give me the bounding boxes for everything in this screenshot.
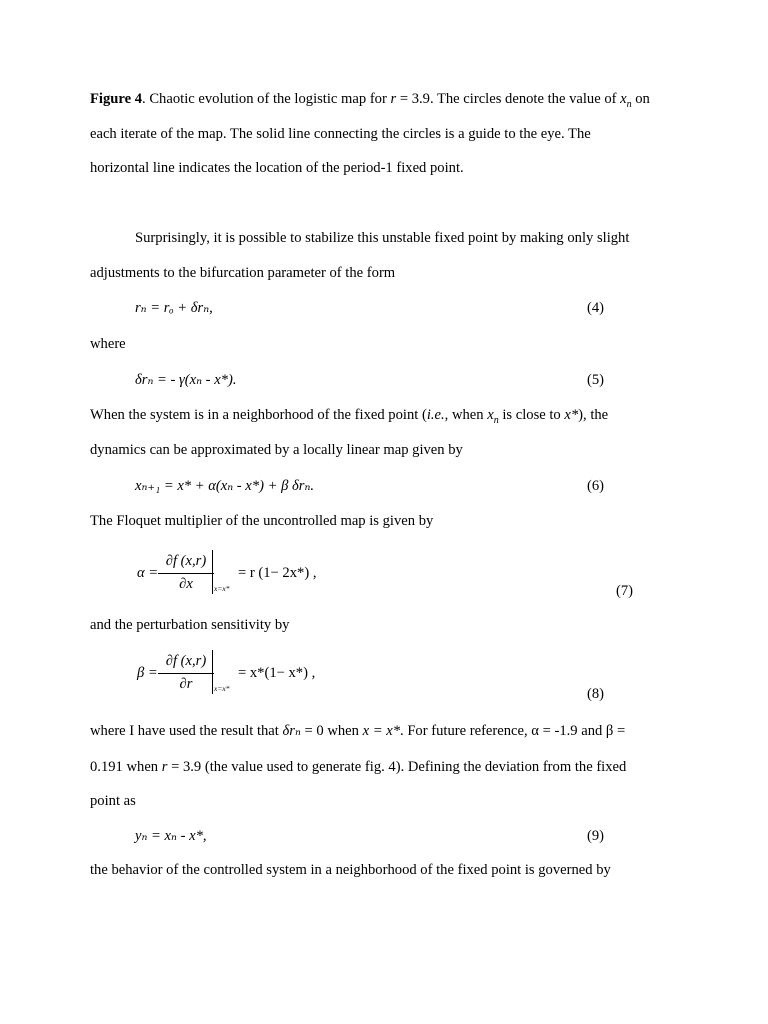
caption-text: on <box>631 91 650 107</box>
paragraph-1-line-1: Surprisingly, it is possible to stabilize this unstable fixed point by making only slight <box>135 230 630 246</box>
equation-8-numerator: ∂f (x,r) <box>165 653 207 669</box>
caption-x: x <box>620 91 627 107</box>
fraction-bar <box>158 673 214 674</box>
equation-7-numerator: ∂f (x,r) <box>165 553 207 569</box>
equation-7-number: (7) <box>616 583 634 599</box>
equation-8-rhs: = x*(1− x*) , <box>238 665 316 681</box>
equation-5-number: (5) <box>587 372 605 388</box>
paragraph-3-line-2 <box>90 758 626 776</box>
where-text: where <box>90 336 126 352</box>
caption-r: r <box>390 91 397 107</box>
caption-subscript: n <box>626 98 632 110</box>
paragraph-3-line-3: point as <box>90 793 136 809</box>
paragraph-text: , when <box>444 407 488 423</box>
paragraph-3-line-1 <box>90 722 625 740</box>
equation-9-number: (9) <box>587 828 605 844</box>
equation-8-number: (8) <box>587 686 605 702</box>
variable-x-star: x* <box>564 407 579 423</box>
caption-text: . Chaotic evolution of the logistic map for <box>142 91 391 107</box>
fraction-bar <box>158 573 214 574</box>
paragraph-4-line-1: the behavior of the controlled system in a neighborhood of the fixed point is governed by <box>90 862 611 878</box>
evaluation-bar <box>212 650 213 694</box>
paragraph-text: = 3.9 (the value used to generate fig. 4). Defining the deviation from the fixed <box>167 759 627 775</box>
variable-r: r <box>161 759 168 775</box>
ie-abbrev: i.e. <box>426 407 445 423</box>
equation-6-number: (6) <box>587 478 605 494</box>
equation-7-denominator: ∂x <box>179 576 193 592</box>
x-equals-x-star: x = x* <box>362 723 401 739</box>
paragraph-2-line-2: dynamics can be approximated by a locally linear map given by <box>90 442 463 458</box>
equation-8-lhs: β = <box>137 665 158 681</box>
paragraph-text: 0.191 when <box>90 759 162 775</box>
paragraph-text: is close to <box>498 407 565 423</box>
equation-7-fraction <box>158 553 214 597</box>
equation-8-eval-point: x=x* <box>214 684 230 693</box>
paragraph-1-line-2: adjustments to the bifurcation parameter of the form <box>90 265 396 281</box>
subscript-n: n <box>493 414 499 426</box>
figure-caption-line-3: horizontal line indicates the location of the period-1 fixed point. <box>90 160 464 176</box>
paragraph-text: = 0 when <box>300 723 363 739</box>
figure-caption-line-2: each iterate of the map. The solid line connecting the circles is a guide to the eye. The <box>90 126 591 142</box>
figure-label: Figure 4 <box>90 91 143 107</box>
equation-4-number: (4) <box>587 300 605 316</box>
caption-text: = 3.9. The circles denote the value of <box>396 91 621 107</box>
delta-r-n: δrₙ <box>282 723 301 739</box>
paragraph-text: ), the <box>578 407 609 423</box>
equation-9: yₙ = xₙ - x*, <box>135 828 207 844</box>
evaluation-bar <box>212 550 213 594</box>
equation-5: δrₙ = - γ(xₙ - x*). <box>135 372 237 388</box>
perturbation-text: and the perturbation sensitivity by <box>90 617 290 633</box>
equation-7-eval-point: x=x* <box>214 584 230 593</box>
equation-8-denominator: ∂r <box>179 676 193 692</box>
equation-4: rₙ = rₒ + δrₙ, <box>135 300 213 316</box>
equation-6: xₙ₊₁ = x* + α(xₙ - x*) + β δrₙ. <box>135 478 315 494</box>
paragraph-text: where I have used the result that <box>90 723 283 739</box>
variable-x: x <box>487 407 494 423</box>
paragraph-2-line-1 <box>90 406 608 424</box>
figure-caption-line-1 <box>90 90 650 108</box>
equation-7-lhs: α = <box>137 565 159 581</box>
paragraph-text: When the system is in a neighborhood of the fixed point ( <box>90 407 427 423</box>
paragraph-text: . For future reference, α = -1.9 and β = <box>400 723 626 739</box>
equation-7-rhs: = r (1− 2x*) , <box>238 565 317 581</box>
equation-8-fraction <box>158 653 214 697</box>
floquet-text: The Floquet multiplier of the uncontrolled map is given by <box>90 513 434 529</box>
